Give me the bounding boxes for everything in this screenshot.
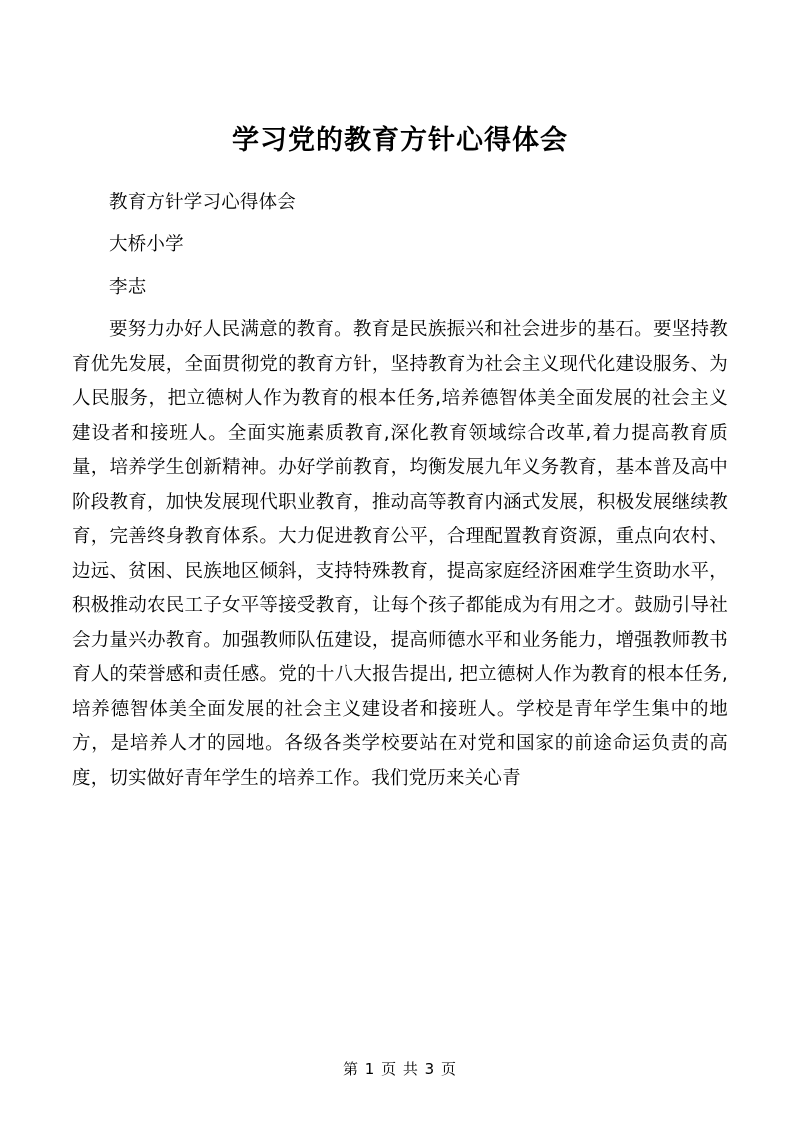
subtitle-line-1: 教育方针学习心得体会	[109, 191, 297, 213]
subtitle-line-3: 李志	[109, 276, 147, 298]
body-paragraph: 要努力办好人民满意的教育。教育是民族振兴和社会进步的基石。要坚持教育优先发展，全面贯彻党的教育方针，坚持教育为社会主义现代化建设服务、为人民服务，把立德树人作为教育的根本任务,培养德智体美全面发展的社会主义建设者和接班人。全面实施素质教育,深化教育领域综合改革,着力提高教育质量，培养学生创新精神。办好学前教育，均衡发展九年义务教育，基本普及高中阶段教育，加快发展现代职业教育，推动高等教育内涵式发展，积极发展继续教育，完善终身教育体系。大力促进教育公平，合理配置教育资源，重点向农村、边远、贫困、民族地区倾斜，支持特殊教育，提高家庭经济困难学生资助水平，积极推动农民工子女平等接受教育，让每个孩子都能成为有用之才。鼓励引导社会力量兴办教育。加强教师队伍建设，提高师德水平和业务能力，增强教师教书育人的荣誉感和责任感。党的十八大报告提出, 把立德树人作为教育的根本任务, 培养德智体美全面发展的社会主义建设者和接班人。学校是青年学生集中的地方，是培养人才的园地。各级各类学校要站在对党和国家的前途命运负责的高度，切实做好青年学生的培养工作。我们党历来关心青	[72, 319, 728, 789]
document-body	[0, 186, 800, 797]
page-footer: 第 1 页 共 3 页	[343, 1060, 457, 1078]
subtitle-line-2: 大桥小学	[109, 234, 184, 256]
page-title: 学习党的教育方针心得体会	[232, 125, 568, 156]
